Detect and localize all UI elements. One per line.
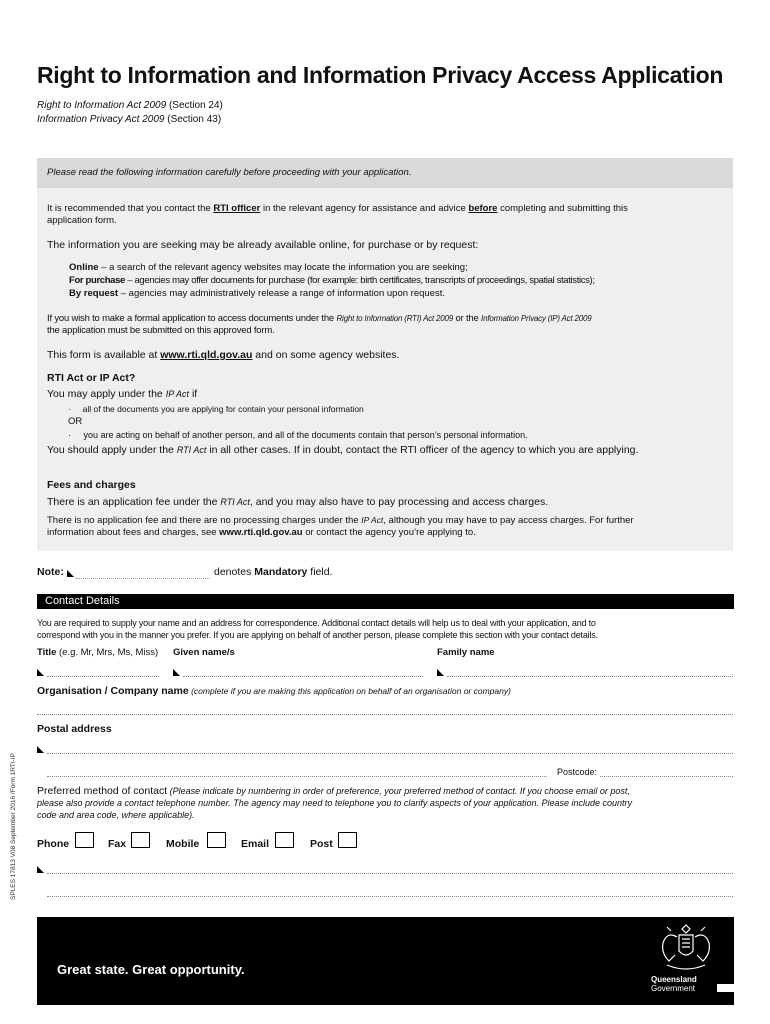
family-name-input[interactable] (447, 676, 733, 677)
footer-slogan: Great state. Great opportunity. (57, 962, 245, 977)
email-checkbox[interactable] (275, 832, 294, 848)
organisation-input[interactable] (37, 714, 733, 715)
mandatory-arrow-icon (37, 866, 44, 873)
text: , although you may have to pay access charges. For further (383, 515, 634, 526)
text: or contact the agency you’re applying to. (302, 527, 476, 538)
title-input[interactable] (47, 676, 159, 677)
text: please also provide a contact telephone number. The agency may need to telephone you to clarify aspects of your application. Please include country (37, 798, 633, 808)
info-heading: Please read the following information carefully before proceeding with your application. (47, 167, 412, 178)
mandatory-arrow-icon (437, 669, 444, 676)
text: – agencies may administratively release a range of information upon request. (118, 288, 445, 299)
no-fee-paragraph (47, 514, 733, 539)
rti-or-ip-heading: RTI Act or IP Act? (47, 372, 136, 384)
postal-address-line-2[interactable] (47, 776, 547, 777)
text: Preferred method of contact (37, 785, 168, 797)
or-label: OR (68, 416, 83, 427)
text: You should apply under the (47, 444, 177, 456)
act-line-rti (37, 100, 223, 111)
queensland-government-logo (651, 921, 721, 995)
rti-act-name: RTI Act (220, 497, 250, 507)
act-name: Right to Information Act 2009 (37, 100, 167, 111)
text: application form. (47, 215, 117, 226)
rti-act-name: Right to Information (RTI) Act 2009 (336, 314, 454, 323)
apply-ip-line (47, 388, 197, 401)
text: code and area code, where applicable). (37, 810, 195, 820)
page-title: Right to Information and Information Privacy Access Application (37, 62, 724, 88)
bullet-1: · all of the documents you are applying for contain your personal information (68, 404, 364, 414)
organisation-label (37, 685, 511, 698)
logo-text-line-2: Government (651, 984, 696, 993)
mandatory-arrow-icon (67, 570, 74, 577)
text: There is an application fee under the (47, 496, 221, 508)
text: in the relevant agency for assistance and advice (260, 203, 469, 214)
text: This form is available at (47, 349, 161, 361)
text: and on some agency websites. (252, 349, 400, 361)
title-label (37, 647, 158, 659)
rti-officer-link: RTI officer (213, 203, 261, 214)
coat-of-arms-icon (651, 921, 721, 971)
mobile-label: Mobile (166, 838, 200, 850)
post-checkbox[interactable] (338, 832, 357, 848)
text: You may apply under the (47, 388, 166, 400)
act-section: (Section 43) (167, 114, 222, 125)
rti-website-link[interactable]: www.rti.qld.gov.au (160, 349, 253, 361)
online-item (69, 262, 729, 274)
text: all of the documents you are applying for contain your personal information (82, 404, 364, 414)
purchase-label: For purchase (69, 275, 125, 286)
contact-intro (37, 617, 734, 641)
fees-line (47, 496, 548, 509)
mandatory-sample-field (76, 566, 210, 579)
mandatory-arrow-icon (37, 669, 44, 676)
request-label: By request (69, 288, 119, 299)
text: information about fees and charges, see (47, 527, 220, 538)
mobile-checkbox[interactable] (207, 832, 226, 848)
text: denotes (214, 566, 255, 578)
contact-details-header (37, 594, 734, 609)
text: if (189, 388, 198, 400)
text: You are required to supply your name and an address for correspondence. Additional contact details will help us to deal with your application, and to (37, 618, 596, 628)
text: Organisation / Company name (37, 685, 189, 697)
postal-address-line-1[interactable] (47, 753, 733, 754)
ip-act-name: Information Privacy (IP) Act 2009 (481, 314, 592, 323)
form-code: SPLES 17813 V08 September 2016 /Form 1RTI-IP (10, 753, 17, 900)
ip-act-name: IP Act (165, 389, 190, 399)
contact-details-line-1[interactable] (47, 873, 733, 874)
section-title: Contact Details (45, 595, 120, 607)
phone-label: Phone (37, 838, 70, 850)
fees-heading: Fees and charges (47, 479, 136, 491)
mandatory-arrow-icon (37, 746, 44, 753)
footer-banner (37, 917, 734, 1005)
text: the application must be submitted on this approved form. (47, 325, 275, 336)
text: – agencies may offer documents for purchase (for example: birth certificates, transcripts of proceedings, spatial statistics); (124, 275, 595, 286)
purchase-item (69, 275, 729, 287)
act-section: (Section 24) (168, 100, 223, 111)
fax-label: Fax (108, 838, 127, 850)
text: (complete if you are making this application on behalf of an organisation or company) (188, 686, 511, 696)
note-text (214, 566, 333, 579)
contact-details-line-2[interactable] (47, 896, 733, 897)
fax-checkbox[interactable] (131, 832, 150, 848)
post-label: Post (310, 838, 333, 850)
info-paragraph-3 (47, 313, 733, 337)
text: in all other cases. If in doubt, contact the RTI officer of the agency to which you are applying. (206, 444, 639, 456)
info-paragraph-1 (47, 203, 727, 227)
rti-act-name: RTI Act (176, 445, 207, 455)
act-name: Information Privacy Act 2009 (37, 114, 165, 125)
request-item (69, 288, 729, 300)
mandatory-arrow-icon (173, 669, 180, 676)
bullet-2: · you are acting on behalf of another person, and all of the documents contain that person’s personal information. (68, 430, 528, 440)
text: , and you may also have to pay processing and access charges. (249, 496, 549, 508)
footer-white-bar (717, 984, 767, 992)
text: you are acting on behalf of another person, and all of the documents contain that person’s personal information. (83, 430, 528, 440)
apply-rti-line (47, 444, 638, 457)
email-label: Email (241, 838, 270, 850)
text: (Please indicate by numbering in order of preference, your preferred method of contact. If you choose email or post, (167, 786, 630, 796)
rti-website-link[interactable]: www.rti.qld.gov.au (219, 527, 303, 538)
given-name-input[interactable] (183, 676, 423, 677)
text: or the (453, 313, 482, 324)
postal-address-label: Postal address (37, 723, 112, 735)
text: field. (307, 566, 333, 578)
phone-checkbox[interactable] (75, 832, 94, 848)
text: – a search of the relevant agency websites may locate the information you are seeking; (98, 262, 468, 273)
preferred-contact-text (37, 785, 734, 821)
act-line-ip (37, 114, 221, 125)
logo-text-line-1: Queensland (651, 975, 697, 984)
before-emphasis: before (468, 203, 498, 214)
family-name-label: Family name (437, 647, 495, 658)
text: If you wish to make a formal application to access documents under the (47, 313, 337, 324)
ip-act-name: IP Act (361, 515, 384, 525)
text: It is recommended that you contact the (47, 203, 214, 214)
note-label: Note: (37, 566, 64, 578)
text: completing and submitting this (497, 203, 628, 214)
postcode-input[interactable] (600, 776, 733, 777)
text: (e.g. Mr, Mrs, Ms, Miss) (56, 647, 159, 658)
text: Title (37, 647, 57, 658)
online-label: Online (69, 262, 99, 273)
info-paragraph-4 (47, 349, 399, 362)
info-paragraph-2: The information you are seeking may be already available online, for purchase or by request: (47, 239, 479, 251)
postcode-label: Postcode: (557, 767, 598, 777)
text: correspond with you in the manner you prefer. If you are applying on behalf of another person, please complete this section with your contact details. (37, 630, 598, 640)
text: There is no application fee and there are no processing charges under the (47, 515, 362, 526)
info-heading-bar (37, 158, 733, 188)
given-name-label: Given name/s (173, 647, 235, 658)
mandatory-word: Mandatory (254, 566, 308, 578)
